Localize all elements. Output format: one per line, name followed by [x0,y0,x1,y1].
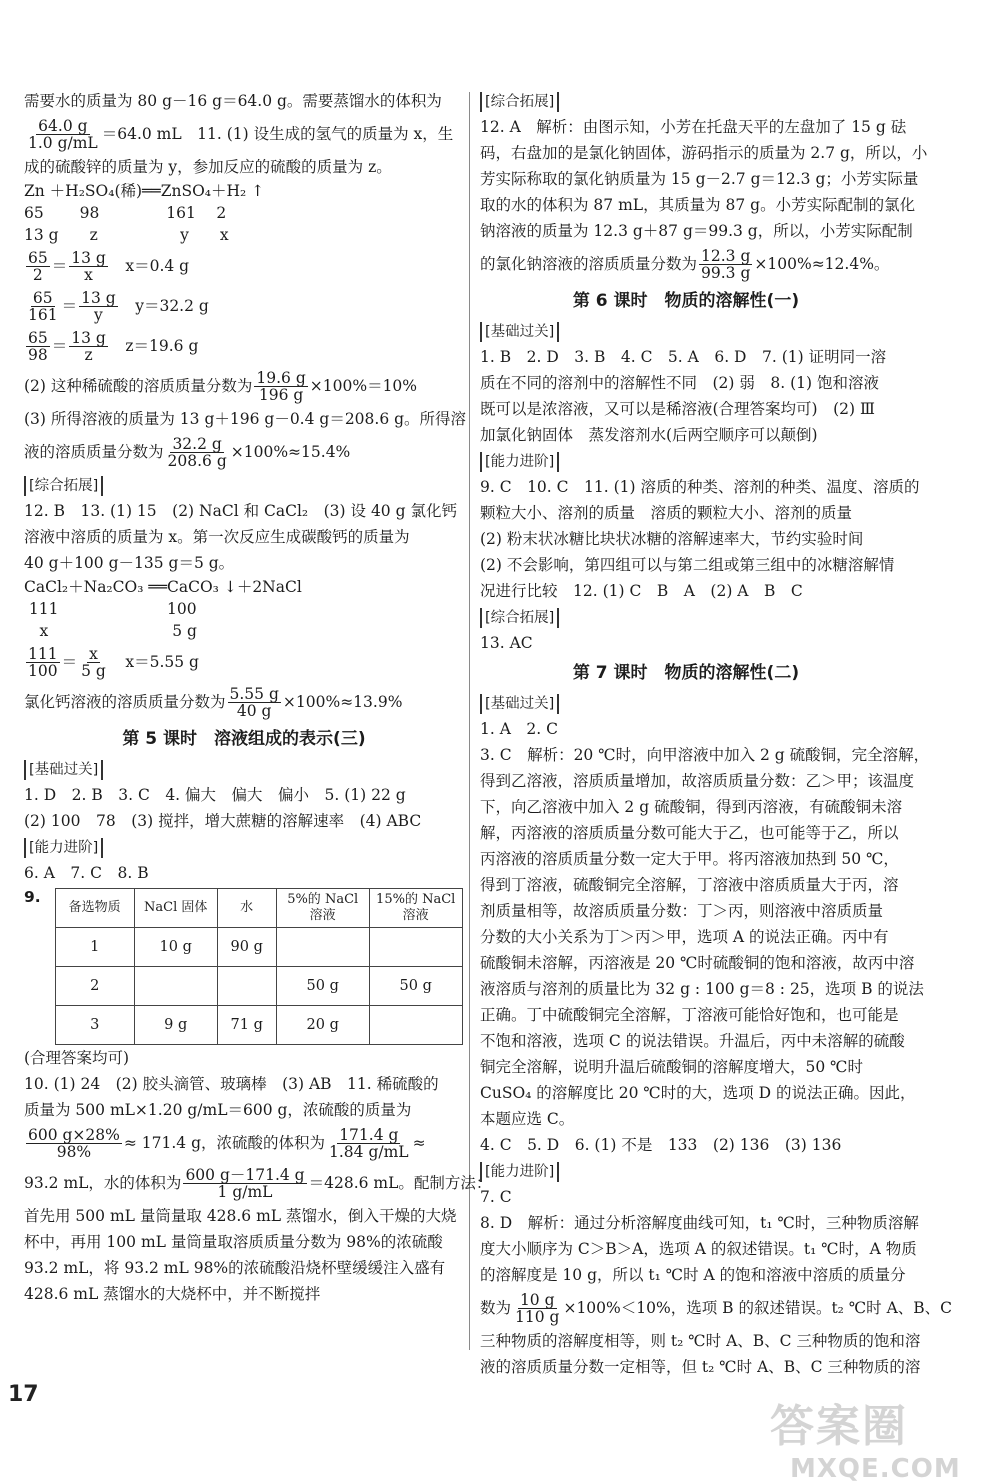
right-column [480,88,953,1380]
table-cell [276,928,369,967]
text-line: (2) 不会影响，第四组可以与第二组或第三组中的冰糖溶解情 [480,556,895,574]
left-column [24,88,492,1307]
formula-line: 液的溶质质量分数为 $\frac{32.2 g}{208.6 g}$ ×100%≈15.4% [24,434,351,470]
text-line: 93.2 mL，将 93.2 mL 98%的浓硫酸沿烧杯壁缓缓注入盛有 [24,1259,446,1277]
equation-row: 13 g z y x [24,226,229,244]
equation-row: x 5 g [24,622,197,640]
text-line: 1. B 2. D 3. B 4. C 5. A 6. D 7. (1) 证明同一溶 [480,348,887,366]
text-line: (2) 100 78 (3) 搅拌，增大蔗糖的溶解速率 (4) ABC [24,812,422,830]
formula-line: 数为 $\frac{10 g}{110 g}$ ×100%＜10%，选项 B 的叙述错误。t₂ ℃时 A、B、C [480,1290,953,1326]
table-header: NaCl 固体 [134,889,217,928]
proportion-line: $\frac{65}{2}$ ＝ $\frac{13 g}{x}$ x＝0.4 g [28,248,190,284]
text-line: 质在不同的溶剂中的溶解性不同 (2) 弱 8. (1) 饱和溶液 [480,374,879,392]
text-line: (合理答案均可) [24,1049,130,1067]
table-header: 5%的 NaCl 溶液 [276,889,369,928]
text-line: 6. A 7. C 8. B [24,864,149,882]
text-line: 正确。丁中硫酸铜完全溶解，丁溶液可能恰好饱和，也可能是 [480,1006,899,1024]
text-line: 剂质量相等，故溶质质量分数：丁＞丙，则溶液中溶质质量 [480,902,884,920]
text-line: 况进行比较 12. (1) C B A (2) A B C [480,582,803,600]
text-line: (2) 粉末状冰糖比块状冰糖的溶解速率大，节约实验时间 [480,530,864,548]
table-cell: 3 [55,1006,134,1045]
section-label: [基础过关] [480,694,559,714]
chemical-equation: CaCl₂＋Na₂CO₃ ══CaCO₃ ↓＋2NaCl [24,578,302,596]
text-line: 9. C 10. C 11. (1) 溶质的种类、溶剂的种类、温度、溶质的 [480,478,920,496]
equation-row: 65 98 161 2 [24,204,227,222]
section-label: [基础过关] [24,760,103,780]
text-line: 三种物质的溶解度相等，则 t₂ ℃时 A、B、C 三种物质的饱和溶 [480,1332,921,1350]
text-line: CuSO₄ 的溶解度比 20 ℃时的大，选项 D 的说法正确。因此， [480,1084,916,1102]
table-row [55,967,462,1006]
page-number: 17 [8,1382,39,1407]
lesson-heading: 第 7 课时 物质的溶解性(二) [572,663,800,683]
proportion-line: $\frac{111}{100}$ ＝ $\frac{x}{5 g}$ x＝5.55 g [28,644,199,680]
text-line: 不饱和溶液，选项 C 的说法错误。升温后，丙中未溶解的硫酸 [480,1032,905,1050]
table-cell: 90 g [217,928,276,967]
text-line: 1. D 2. B 3. C 4. 偏大 偏大 偏小 5. (1) 22 g [24,786,406,804]
text-line: 码，右盘加的是氯化钠固体，游码指示的质量为 2.7 g，所以，小 [480,144,928,162]
text-line: 下，向乙溶液中加入 2 g 硫酸铜，得到丙溶液，有硫酸铜未溶 [480,798,903,816]
table-header: 水 [217,889,276,928]
table-header: 备选物质 [55,889,134,928]
text-line: 8. D 解析：通过分析溶解度曲线可知，t₁ ℃时，三种物质溶解 [480,1214,919,1232]
text-line: 液溶质与溶剂的质量比为 32 g : 100 g＝8 : 25，选项 B 的说法 [480,980,924,998]
formula-line: $\frac{600 g\times 28\%}{98\%}$ ≈ 171.4 g，浓硫酸的体积为 $\frac{171.4 g}{1.84 g/mL}$ ≈ [28,1125,426,1161]
section-label: [能力进阶] [480,1162,559,1182]
lesson-heading: 第 6 课时 物质的溶解性(一) [572,291,800,311]
text-line: 质量为 500 mL×1.20 g/mL＝600 g，浓硫酸的质量为 [24,1101,412,1119]
section-label: [能力进阶] [480,452,559,472]
table-cell: 71 g [217,1006,276,1045]
table-cell: 1 [55,928,134,967]
table-cell [217,967,276,1006]
text-line: 丙溶液的溶质质量分数一定大于甲。将丙溶液加热到 50 ℃， [480,850,899,868]
table-row [55,928,462,967]
text-line: 10. (1) 24 (2) 胶头滴管、玻璃棒 (3) AB 11. 稀硫酸的 [24,1075,439,1093]
text-line: 钠溶液的质量为 12.3 g＋87 g＝99.3 g，所以，小芳实际配制 [480,222,913,240]
lesson-heading: 第 5 课时 溶液组成的表示(三) [122,729,366,749]
text-line: 加氯化钠固体 蒸发溶剂水(后两空顺序可以颠倒) [480,426,818,444]
section-label: [综合拓展] [24,476,103,496]
text-line: 液的溶质质量分数一定相等，但 t₂ ℃时 A、B、C 三种物质的溶 [480,1358,921,1376]
table-cell: 50 g [369,967,462,1006]
column-divider [469,92,470,1350]
text-line: 溶液中溶质的质量为 x。第一次反应生成碳酸钙的质量为 [24,528,410,546]
formula-line: (2) 这种稀硫酸的溶质质量分数为 $\frac{19.6 g}{196 g}$ ×100%＝10% [24,368,418,404]
table-cell [369,1006,462,1045]
proportion-line: $\frac{65}{98}$ ＝ $\frac{13 g}{z}$ z＝19.6 g [28,328,199,364]
text-line: 本题应选 C。 [480,1110,575,1128]
text-line: 芳实际称取的氯化钠质量为 15 g－2.7 g＝12.3 g；小芳实际量 [480,170,919,188]
text-line: 13. AC [480,634,533,652]
text-line: 需要水的质量为 80 g－16 g＝64.0 g。需要蒸馏水的体积为 [24,92,442,110]
table-cell: 2 [55,967,134,1006]
text-line: 杯中，再用 100 mL 量筒量取溶质质量分数为 98%的浓硫酸 [24,1233,443,1251]
table-cell: 9 g [134,1006,217,1045]
text-line: (3) 所得溶液的质量为 13 g＋196 g－0.4 g＝208.6 g。所得溶 [24,410,467,428]
text-line: 4. C 5. D 6. (1) 不是 133 (2) 136 (3) 136 [480,1136,842,1154]
fraction: $\frac{64.0 g}{1.0 g/mL}$ [28,116,98,152]
text-line: 7. C [480,1188,512,1206]
text-line: 得到丁溶液，硫酸铜完全溶解，丁溶液中溶质质量大于丙，溶 [480,876,899,894]
question-9: 9. 备选物质 NaCl 固体 水 5%的 NaCl 溶液 15%的 NaCl 溶液 1 10 g 90 g 2 50 g 50 g 3 9 g 71 g 20 g [24,888,464,1045]
formula-line: $\frac{64.0 g}{1.0 g/mL}$ ＝64.0 mL 11. (1) 设生成的氢气的质量为 x，生 [28,116,454,152]
text-line: 既可以是浓溶液，又可以是稀溶液(合理答案均可) (2) Ⅲ [480,400,875,418]
formula-line: 氯化钙溶液的溶质质量分数为 $\frac{5.55 g}{40 g}$ ×100%≈13.9% [24,684,403,720]
section-label: [综合拓展] [480,92,559,112]
text-line: 铜完全溶解，说明升温后硫酸铜的溶解度增大，50 ℃时 [480,1058,863,1076]
proportion-line: $\frac{65}{161}$ ＝ $\frac{13 g}{y}$ y＝32.2 g [28,288,209,324]
table-row [55,1006,462,1045]
section-label: [基础过关] [480,322,559,342]
equation-row: 111 100 [24,600,197,618]
table-cell: 50 g [276,967,369,1006]
table-cell [369,928,462,967]
formula-line: 的氯化钠溶液的溶质质量分数为 $\frac{12.3 g}{99.3 g}$ ×100%≈12.4%。 [480,246,890,282]
text-line: 1. A 2. C [480,720,558,738]
text-line: 首先用 500 mL 量筒量取 428.6 mL 蒸馏水，倒入干燥的大烧 [24,1207,457,1225]
text-line: 的溶解度是 10 g，所以 t₁ ℃时 A 的饱和溶液中溶质的质量分 [480,1266,906,1284]
text-line: 硫酸铜未溶解，丙溶液是 20 ℃时硫酸铜的饱和溶液，故丙中溶 [480,954,915,972]
text-line: 解，丙溶液的溶质质量分数可能大于乙，也可能等于乙，所以 [480,824,899,842]
section-label: [综合拓展] [480,608,559,628]
text-line: 得到乙溶液，溶质质量增加，故溶质质量分数：乙＞甲；该温度 [480,772,915,790]
text-line: 428.6 mL 蒸馏水的大烧杯中，并不断搅拌 [24,1285,321,1303]
table-cell: 10 g [134,928,217,967]
text-line: 颗粒大小、溶剂的质量 溶质的颗粒大小、溶剂的质量 [480,504,853,522]
formula-line: 93.2 mL，水的体积为 $\frac{600 g-171.4 g}{1 g/mL}$ ＝428.6 mL。配制方法： [24,1165,492,1201]
text-line: 3. C 解析：20 ℃时，向甲溶液中加入 2 g 硫酸铜，完全溶解， [480,746,930,764]
text-line: 12. B 13. (1) 15 (2) NaCl 和 CaCl₂ (3) 设 40 g 氯化钙 [24,502,457,520]
section-label: [能力进阶] [24,838,103,858]
text-line: 40 g＋100 g－135 g＝5 g。 [24,554,235,572]
text-line: 取的水的体积为 87 mL，其质量为 87 g。小芳实际配制的氯化 [480,196,916,214]
watermark: 答案圈 MXQE.COM [770,1401,961,1484]
chemical-equation: Zn ＋H₂SO₄(稀)══ZnSO₄＋H₂ ↑ [24,182,265,200]
table-cell: 20 g [276,1006,369,1045]
text-line: 分数的大小关系为丁＞丙＞甲，选项 A 的说法正确。丙中有 [480,928,889,946]
text-line: 12. A 解析：由图示知，小芳在托盘天平的左盘加了 15 g 砝 [480,118,907,136]
text-line: 成的硫酸锌的质量为 y，参加反应的硫酸的质量为 z。 [24,158,392,176]
answer-table [55,888,463,1045]
table-cell [134,967,217,1006]
table-header: 15%的 NaCl 溶液 [369,889,462,928]
text-line: 度大小顺序为 C＞B＞A，选项 A 的叙述错误。t₁ ℃时，A 物质 [480,1240,917,1258]
